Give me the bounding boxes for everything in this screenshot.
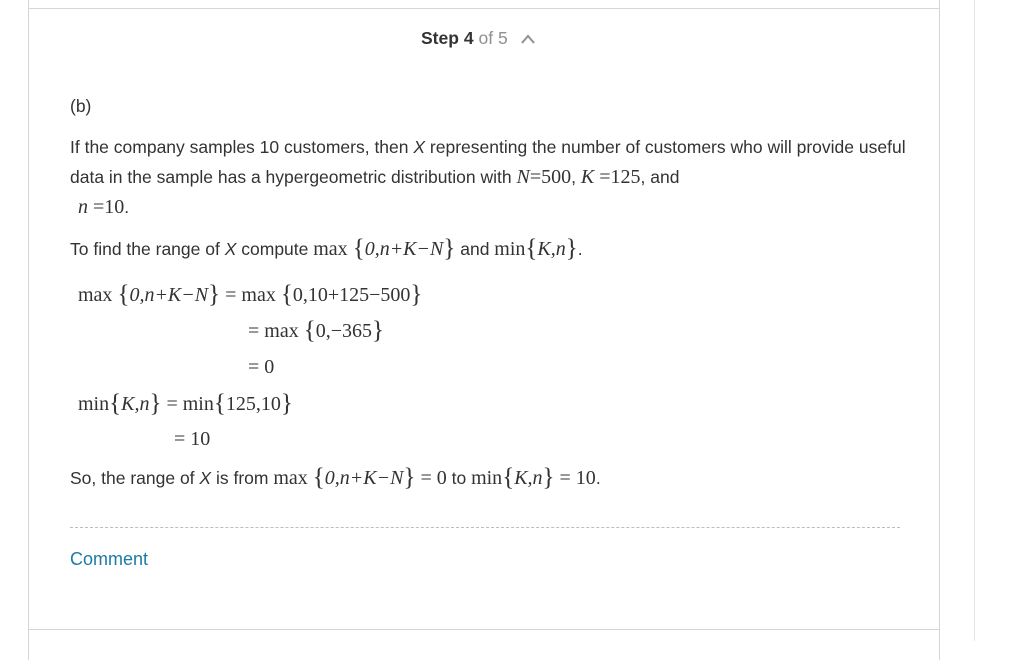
step-number: 4 — [463, 28, 474, 48]
p2-text-a: To find the range of — [70, 239, 225, 259]
p2-min-lbrace: { — [525, 235, 538, 262]
p3-min-lbrace: { — [502, 464, 515, 491]
p2-period: . — [577, 239, 583, 259]
eq1-rhs-rbrace: } — [410, 281, 423, 308]
p2-max-lbrace: { — [352, 235, 365, 262]
p1-text-a: If the company samples 10 customers, then — [70, 137, 414, 157]
p3-min-op: min — [471, 467, 503, 489]
eq4-rhs-lbrace: { — [213, 390, 226, 417]
p2-min-args: K,n — [537, 238, 566, 260]
eq2-op: = max — [248, 320, 304, 342]
section-divider — [70, 527, 900, 528]
p1-K-value: =125 — [599, 166, 641, 188]
p3-var-x: X — [199, 468, 212, 488]
p3-period: . — [595, 468, 601, 488]
p3-min-rbrace: } — [542, 464, 555, 491]
p1-math-N — [517, 166, 572, 188]
p1-comma: , — [571, 167, 576, 187]
eq-max-line2 — [248, 317, 384, 344]
p2-min-rbrace: } — [565, 235, 578, 262]
eq-max-line3: = 0 — [248, 356, 275, 378]
eq4-min-op: min — [78, 393, 110, 415]
p3-max-args: 0,n+K−N — [324, 467, 404, 489]
p1-text-b: representing the number of customers who will provide useful data in the sample has a hypergeometric distribution with — [70, 137, 906, 187]
eq2-rbrace: } — [372, 317, 384, 344]
p3-math-max — [273, 464, 447, 491]
p1-and: , and — [640, 167, 680, 187]
p1-n-value: =10 — [93, 196, 125, 218]
paragraph-distribution — [70, 132, 910, 222]
eq1-lhs-args: 0,n+K−N — [129, 284, 209, 306]
p1-period: . — [124, 197, 130, 217]
eq1-rhs-args: 0,10+125−500 — [292, 284, 411, 306]
solution-step-card — [28, 0, 940, 660]
p1-math-K — [581, 166, 641, 188]
p2-max-args: 0,n+K−N — [364, 238, 444, 260]
p2-math-max — [313, 235, 456, 262]
step-total: of 5 — [478, 28, 508, 48]
eq4-rhs-rbrace: } — [280, 390, 293, 417]
p2-text-b: compute — [236, 239, 314, 259]
p2-math-min — [494, 235, 578, 262]
paragraph-range-instruction — [70, 234, 910, 264]
p3-min-args: K,n — [514, 467, 543, 489]
eq2-lbrace: { — [303, 317, 316, 344]
p2-max-rbrace: } — [443, 235, 456, 262]
p1-K-symbol: K — [580, 166, 595, 188]
comment-link[interactable]: Comment — [70, 549, 149, 569]
eq4-rhs-op: = min — [161, 393, 214, 415]
p3-text-b: is from — [211, 468, 274, 488]
eq4-rbrace: } — [149, 390, 162, 417]
eq4-lbrace: { — [109, 390, 122, 417]
step-header-toggle[interactable] — [421, 28, 536, 49]
eq4-rhs-args: 125,10 — [225, 393, 281, 415]
p3-max-rbrace: } — [403, 464, 416, 491]
p3-max-op: max — [273, 467, 308, 489]
eq-min-line1 — [78, 390, 293, 417]
p1-N-value: =500 — [529, 166, 572, 188]
step-word: Step — [421, 28, 459, 48]
p3-text-a: So, the range of — [70, 468, 200, 488]
eq4-lhs-args: K,n — [121, 393, 150, 415]
p3-max-lbrace: { — [312, 464, 325, 491]
page-right-rule — [974, 0, 975, 641]
p1-var-x: X — [413, 137, 426, 157]
paragraph-conclusion — [70, 463, 910, 493]
card-top-divider — [29, 8, 939, 9]
p2-max-op: max — [313, 238, 348, 260]
p1-math-n — [78, 196, 124, 218]
eq1-rbrace: } — [208, 281, 221, 308]
p2-var-x: X — [224, 239, 237, 259]
p3-max-result: = 0 — [420, 467, 447, 489]
eq-min-line2: = 10 — [174, 428, 211, 450]
eq1-lbrace: { — [117, 281, 130, 308]
p1-N-symbol: N — [516, 166, 530, 188]
eq-max-line1 — [78, 281, 423, 308]
eq1-rhs-op: = max — [220, 284, 281, 306]
p2-min-op: min — [494, 238, 526, 260]
p1-n-symbol: n — [78, 196, 88, 218]
p3-min-result: = 10 — [559, 467, 596, 489]
eq2-args: 0,−365 — [315, 320, 372, 342]
card-bottom-divider — [29, 629, 939, 630]
eq1-max-op: max — [78, 284, 113, 306]
step-label — [421, 28, 474, 49]
chevron-up-icon[interactable] — [520, 33, 536, 45]
p3-to: to — [451, 468, 472, 488]
p3-math-min — [471, 464, 596, 491]
p2-and: and — [460, 239, 495, 259]
part-label: (b) — [70, 96, 92, 116]
eq1-rhs-lbrace: { — [280, 281, 293, 308]
